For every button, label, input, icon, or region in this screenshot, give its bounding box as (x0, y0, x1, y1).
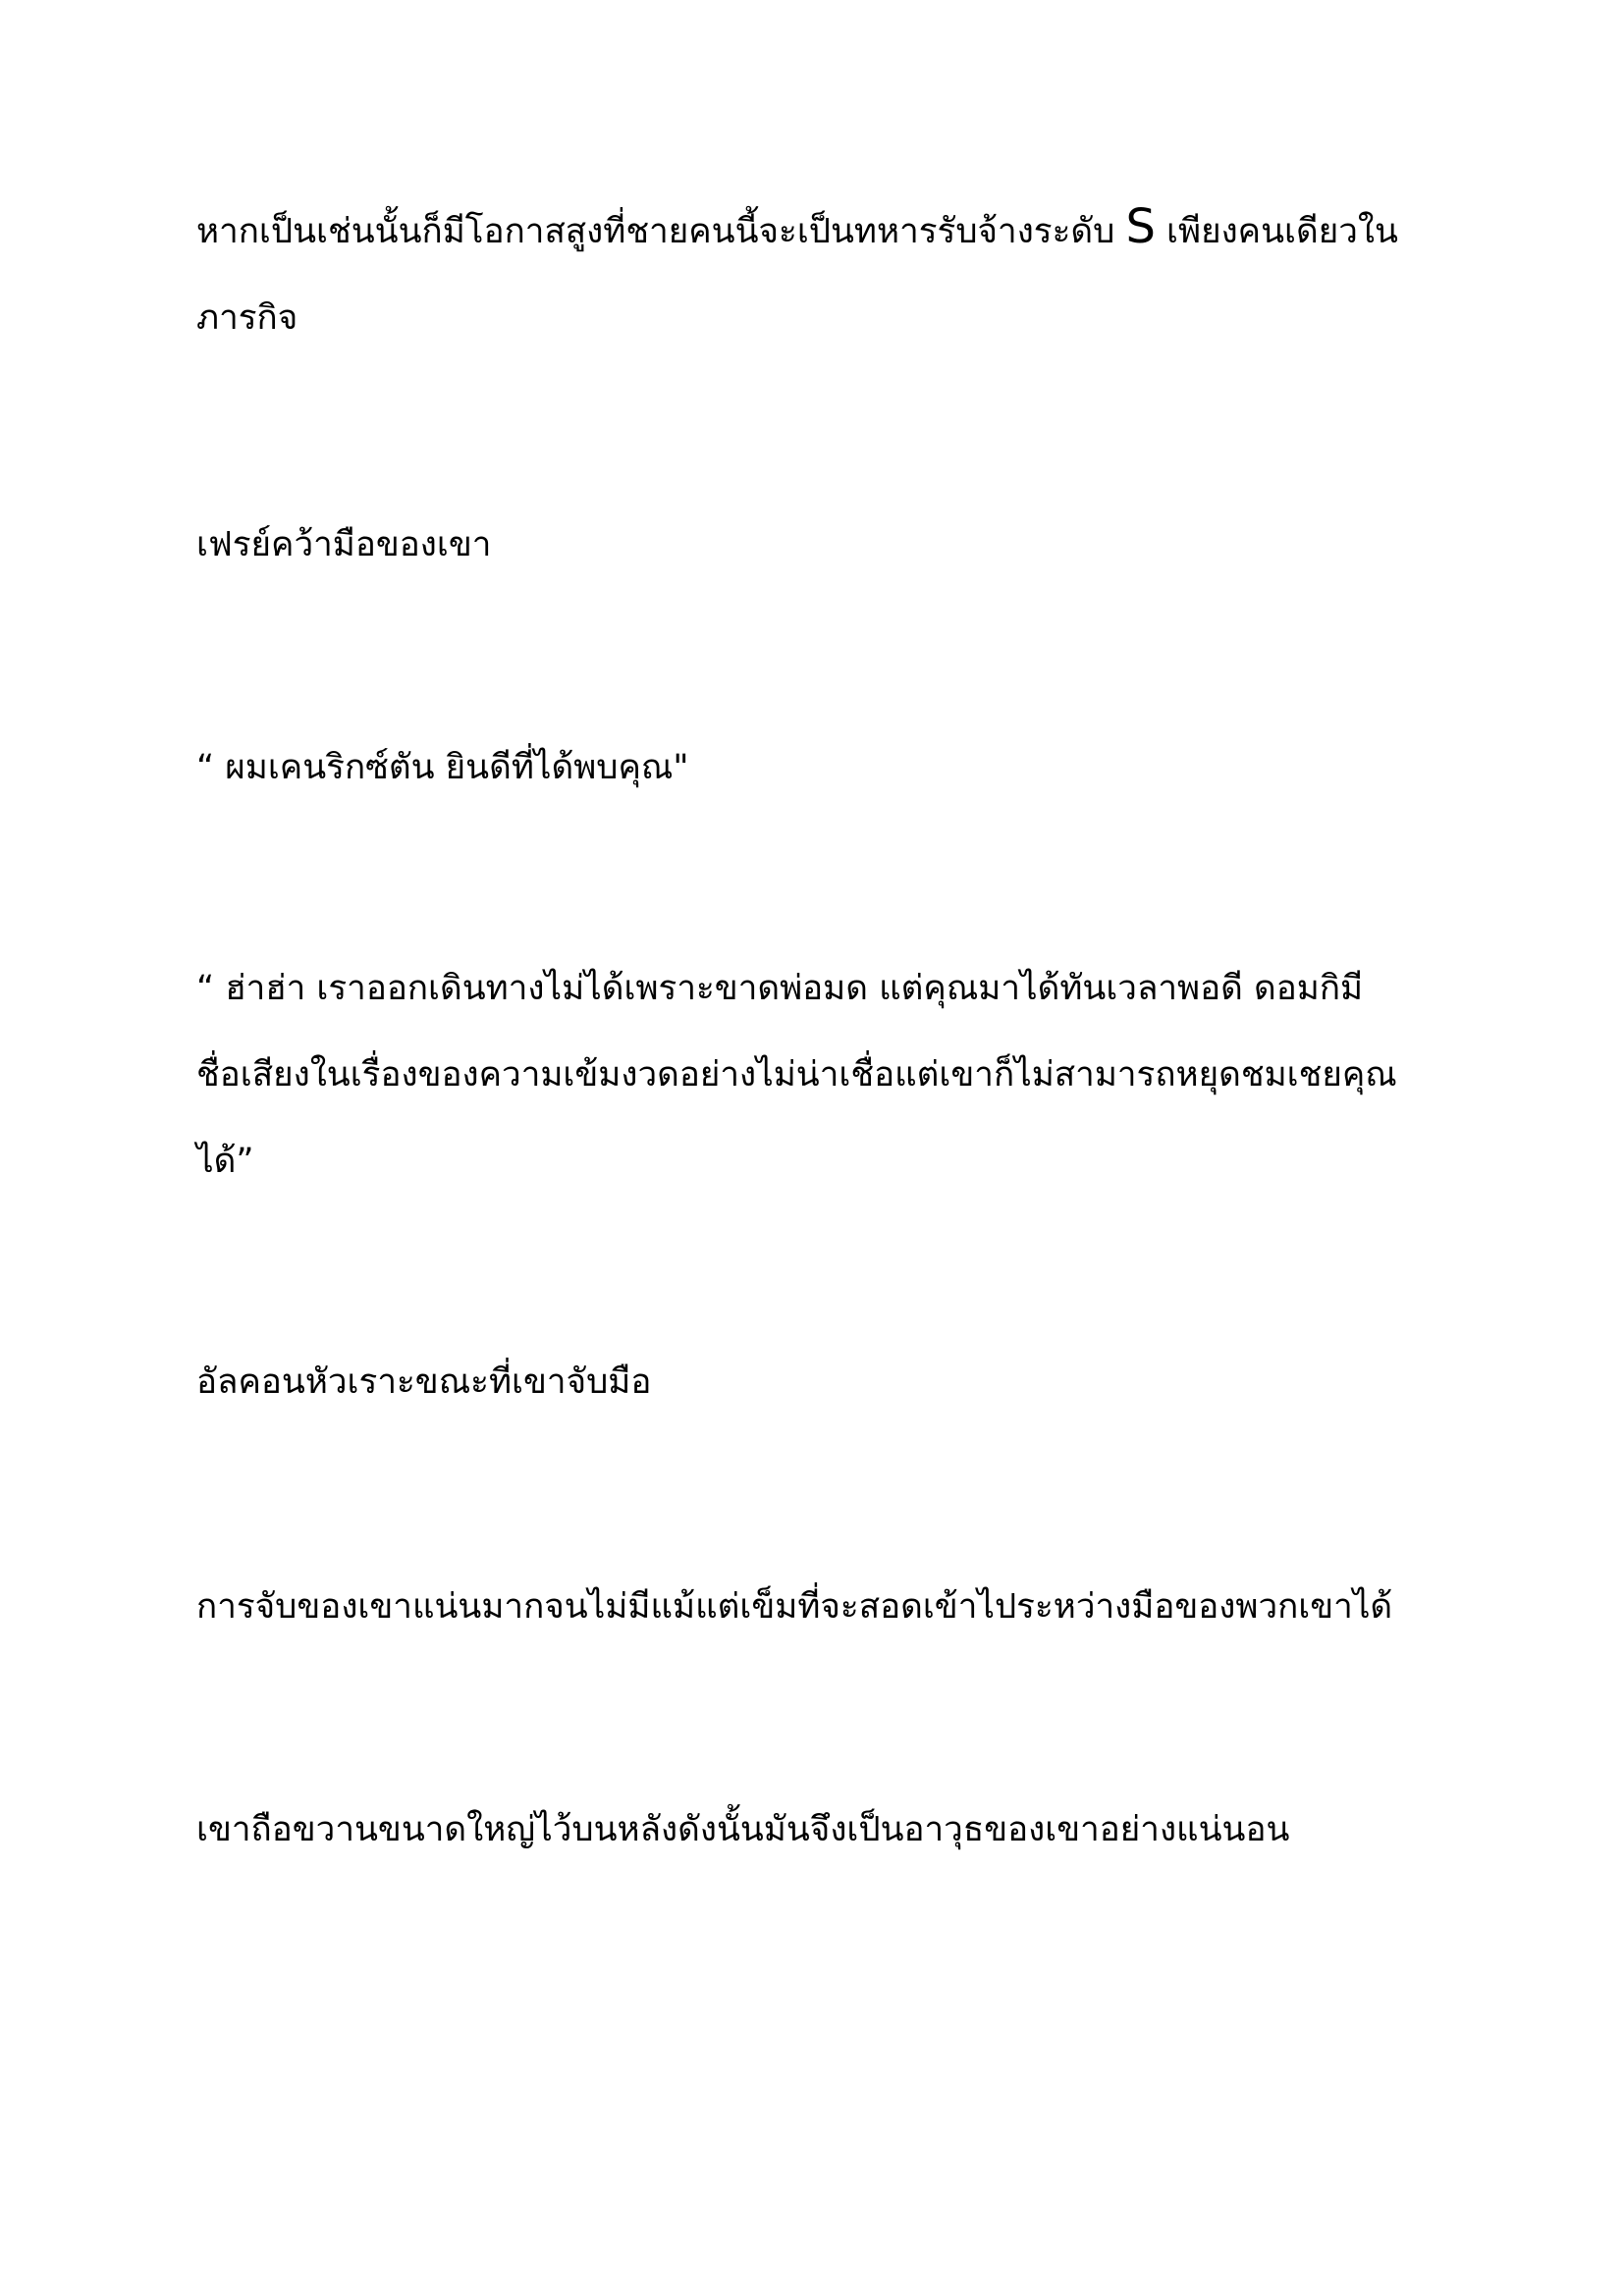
paragraph-6 (196, 1564, 1434, 1650)
paragraph-5 (196, 1339, 1434, 1425)
paragraph-3-line-1: “ ผมเคนริกซ์ตัน ยินดีที่ได้พบคุณ" (196, 748, 689, 787)
paragraph-4-line-2: ชื่อเสียงในเรื่องของความเข้มงวดอย่างไม่น่าเชื่อแต่เขาก็ไม่สามารถหยุดชมเชยคุณ (196, 1055, 1397, 1095)
paragraph-7-line-1: เขาถือขวานขนาดใหญ่ไว้บนหลังดังนั้นมันจึงเป็นอาวุธของเขาอย่างแน่นอน (196, 1810, 1290, 1849)
line-text-after: เพียงคนเดียวใน (1155, 212, 1398, 251)
paragraph-7 (196, 1787, 1434, 1873)
paragraph-1-line-2: ภารกิจ (196, 298, 298, 338)
paragraph-5-line-1: อัลคอนหัวเราะขณะที่เขาจับมือ (196, 1362, 652, 1402)
paragraph-2-line-1: เฟรย์คว้ามือของเขา (196, 525, 492, 564)
paragraph-1-line-1 (196, 199, 1398, 254)
rank-letter: S (1125, 199, 1156, 254)
line-text-before: หากเป็นเช่นนั้นก็มีโอกาสสูงที่ชายคนนี้จะเป็นทหารรับจ้างระดับ (196, 212, 1126, 251)
paragraph-4 (196, 945, 1434, 1204)
paragraph-2 (196, 502, 1434, 588)
paragraph-3 (196, 724, 1434, 811)
paragraph-4-line-1: “ ฮ่าฮ่า เราออกเดินทางไม่ได้เพราะขาดพ่อมด แต่คุณมาได้ทันเวลาพอดี ดอมกิมี (196, 969, 1364, 1008)
paragraph-6-line-1: การจับของเขาแน่นมากจนไม่มีแม้แต่เข็มที่จะสอดเข้าไประหว่างมือของพวกเขาได้ (196, 1587, 1393, 1627)
paragraph-4-line-3: ได้” (196, 1142, 254, 1181)
paragraph-1 (196, 188, 1434, 361)
